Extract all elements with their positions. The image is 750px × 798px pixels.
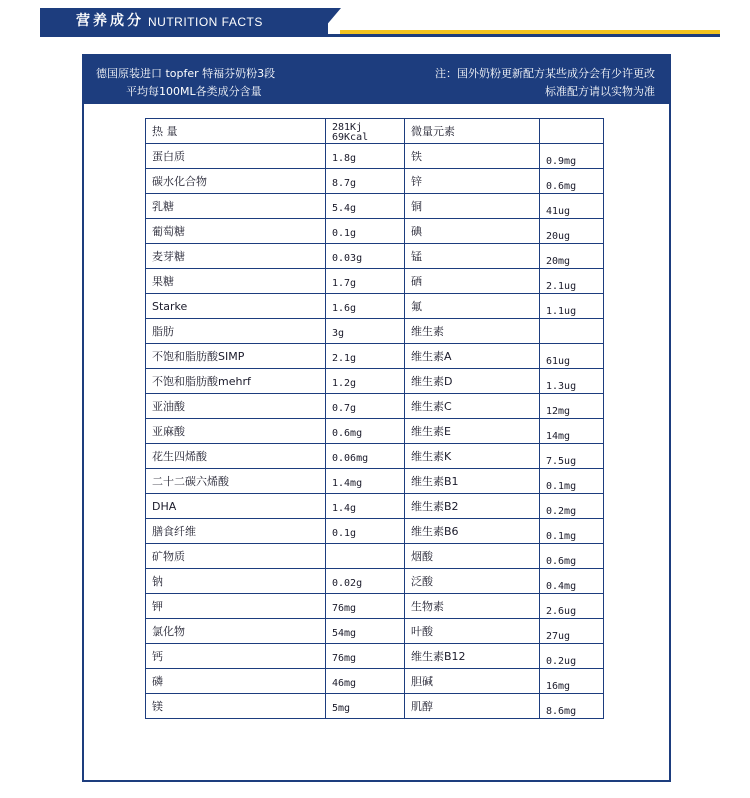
table-row: [146, 519, 604, 544]
nutrient-value-text: 0.7g: [332, 402, 357, 414]
nutrient-value: [326, 669, 405, 694]
micronutrient-name: 维生素A: [405, 344, 540, 369]
actual-product-note: 标准配方请以实物为准: [545, 85, 655, 98]
micronutrient-value: 27ug: [540, 619, 604, 644]
banner-gold-accent: [340, 30, 720, 34]
table-row: [146, 494, 604, 519]
table-row: [146, 419, 604, 444]
micronutrient-name: 氟: [405, 294, 540, 319]
nutrient-name: 亚油酸: [146, 394, 326, 419]
table-row: [146, 594, 604, 619]
nutrient-value: [326, 494, 405, 519]
nutrient-name: 碳水化合物: [146, 169, 326, 194]
nutrient-name: 不饱和脂肪酸SIMP: [146, 344, 326, 369]
table-row: [146, 244, 604, 269]
nutrient-value: [326, 144, 405, 169]
micronutrient-name: 烟酸: [405, 544, 540, 569]
nutrient-value-text: 5.4g: [332, 202, 357, 214]
nutrient-name: 乳糖: [146, 194, 326, 219]
table-row: [146, 544, 604, 569]
nutrient-value-text: 0.03g: [332, 252, 363, 264]
table-row: [146, 169, 604, 194]
micronutrient-value: 12mg: [540, 394, 604, 419]
nutrient-name: 麦芽糖: [146, 244, 326, 269]
nutrient-name: 氯化物: [146, 619, 326, 644]
micronutrient-value: 20mg: [540, 244, 604, 269]
micronutrient-name: 硒: [405, 269, 540, 294]
micronutrient-name: 泛酸: [405, 569, 540, 594]
micronutrient-value: 0.6mg: [540, 169, 604, 194]
micronutrient-name: 叶酸: [405, 619, 540, 644]
nutrient-value-text: 1.2g: [332, 377, 357, 389]
nutrient-value: [326, 444, 405, 469]
micronutrient-name: 维生素K: [405, 444, 540, 469]
nutrient-value: [326, 544, 405, 569]
nutrient-value: [326, 619, 405, 644]
nutrient-value-text: 0.6mg: [332, 427, 363, 439]
product-origin-name: 德国原装进口 topfer 特福芬奶粉3段: [96, 67, 276, 80]
micro-elements-label: 微量元素: [405, 119, 540, 144]
micronutrient-value: 14mg: [540, 419, 604, 444]
micronutrient-name: 锌: [405, 169, 540, 194]
micronutrient-name: 维生素D: [405, 369, 540, 394]
nutrient-name: 膳食纤维: [146, 519, 326, 544]
table-row: [146, 144, 604, 169]
table-row: [146, 319, 604, 344]
nutrient-value: [326, 269, 405, 294]
nutrient-value-text: 8.7g: [332, 177, 357, 189]
formula-change-note: 注：国外奶粉更新配方某些成分会有少许更改: [435, 67, 655, 80]
table-row: [146, 619, 604, 644]
nutrient-value: [326, 519, 405, 544]
nutrient-value-text: 54mg: [332, 627, 357, 639]
energy-kj: 281Kj: [332, 122, 363, 133]
nutrient-name: 钠: [146, 569, 326, 594]
nutrient-value-text: 1.4mg: [332, 477, 363, 489]
nutrient-value-text: 46mg: [332, 677, 357, 689]
micronutrient-name: 铁: [405, 144, 540, 169]
nutrient-value: [326, 244, 405, 269]
micronutrient-name: 肌醇: [405, 694, 540, 719]
per-serving-note: 平均每100ML各类成分含量: [126, 85, 262, 98]
micronutrient-value: 16mg: [540, 669, 604, 694]
micronutrient-value: 2.6ug: [540, 594, 604, 619]
table-row: [146, 369, 604, 394]
micronutrient-name: 生物素: [405, 594, 540, 619]
nutrient-value-text: 1.4g: [332, 502, 357, 514]
nutrient-name: 钾: [146, 594, 326, 619]
nutrient-value: [326, 344, 405, 369]
energy-value: [326, 119, 405, 144]
nutrient-value: [326, 569, 405, 594]
micronutrient-value: 0.9mg: [540, 144, 604, 169]
nutrient-value-text: 0.02g: [332, 577, 363, 589]
nutrient-value: [326, 469, 405, 494]
nutrient-value-text: 3g: [332, 327, 345, 339]
section-banner-tail: [319, 8, 341, 34]
table-row: [146, 694, 604, 719]
nutrient-value-text: 2.1g: [332, 352, 357, 364]
micronutrient-name: 胆碱: [405, 669, 540, 694]
micronutrient-value: 0.2mg: [540, 494, 604, 519]
table-row: [146, 644, 604, 669]
nutrient-name: 蛋白质: [146, 144, 326, 169]
micronutrient-value: [540, 319, 604, 344]
micronutrient-value: 7.5ug: [540, 444, 604, 469]
nutrient-value: [326, 169, 405, 194]
nutrient-name: 不饱和脂肪酸mehrf: [146, 369, 326, 394]
nutrient-name: 葡萄糖: [146, 219, 326, 244]
micronutrient-name: 维生素C: [405, 394, 540, 419]
micronutrient-value: 8.6mg: [540, 694, 604, 719]
micronutrient-value: 0.4mg: [540, 569, 604, 594]
table-row: [146, 269, 604, 294]
nutrient-name: 花生四烯酸: [146, 444, 326, 469]
nutrient-value-text: 0.06mg: [332, 452, 369, 464]
micronutrient-value: 2.1ug: [540, 269, 604, 294]
table-row: [146, 669, 604, 694]
banner-title: 营养成分: [76, 13, 144, 29]
micronutrient-name: 维生素B6: [405, 519, 540, 544]
energy-kcal: 69Kcal: [332, 132, 369, 143]
banner-underline: [40, 34, 720, 37]
nutrient-name: 二十二碳六烯酸: [146, 469, 326, 494]
nutrient-value: [326, 219, 405, 244]
micronutrient-value: 0.1mg: [540, 519, 604, 544]
nutrient-name: Starke: [146, 294, 326, 319]
nutrient-name: DHA: [146, 494, 326, 519]
nutrient-name: 镁: [146, 694, 326, 719]
banner-subtitle: NUTRITION FACTS: [148, 15, 263, 29]
micro-elements-value: [540, 119, 604, 144]
micronutrient-name: 维生素B12: [405, 644, 540, 669]
micronutrient-name: 维生素B2: [405, 494, 540, 519]
nutrient-value: [326, 294, 405, 319]
nutrition-table: [145, 118, 604, 719]
nutrient-name: 钙: [146, 644, 326, 669]
nutrient-name: 脂肪: [146, 319, 326, 344]
nutrient-value: [326, 419, 405, 444]
table-row: [146, 569, 604, 594]
micronutrient-name: 锰: [405, 244, 540, 269]
micronutrient-name: 维生素: [405, 319, 540, 344]
nutrient-value-text: 0.1g: [332, 527, 357, 539]
table-row: [146, 444, 604, 469]
table-row: [146, 194, 604, 219]
nutrient-name: 矿物质: [146, 544, 326, 569]
micronutrient-value: 41ug: [540, 194, 604, 219]
nutrient-value: [326, 394, 405, 419]
micronutrient-value: 0.2ug: [540, 644, 604, 669]
table-row-energy: [146, 119, 604, 144]
table-row: [146, 294, 604, 319]
table-row: [146, 219, 604, 244]
nutrient-value-text: 5mg: [332, 702, 351, 714]
nutrient-value: [326, 194, 405, 219]
micronutrient-value: 0.6mg: [540, 544, 604, 569]
nutrient-value-text: 1.7g: [332, 277, 357, 289]
micronutrient-name: 维生素B1: [405, 469, 540, 494]
micronutrient-value: 61ug: [540, 344, 604, 369]
table-row: [146, 469, 604, 494]
nutrient-value-text: 0.1g: [332, 227, 357, 239]
nutrient-name: 亚麻酸: [146, 419, 326, 444]
nutrient-value: [326, 644, 405, 669]
nutrient-value-text: 1.8g: [332, 152, 357, 164]
nutrient-value: [326, 319, 405, 344]
micronutrient-name: 铜: [405, 194, 540, 219]
micronutrient-value: 1.1ug: [540, 294, 604, 319]
nutrient-name: 磷: [146, 669, 326, 694]
nutrient-value: [326, 594, 405, 619]
table-row: [146, 394, 604, 419]
nutrient-value: [326, 369, 405, 394]
panel-header: [84, 56, 669, 104]
micronutrient-value: 1.3ug: [540, 369, 604, 394]
micronutrient-name: 维生素E: [405, 419, 540, 444]
micronutrient-name: 碘: [405, 219, 540, 244]
nutrient-value-text: 1.6g: [332, 302, 357, 314]
nutrient-value: [326, 694, 405, 719]
nutrient-value-text: 76mg: [332, 602, 357, 614]
table-row: [146, 344, 604, 369]
nutrient-name: 果糖: [146, 269, 326, 294]
nutrient-value-text: 76mg: [332, 652, 357, 664]
micronutrient-value: 20ug: [540, 219, 604, 244]
micronutrient-value: 0.1mg: [540, 469, 604, 494]
energy-label: 热 量: [146, 119, 326, 144]
